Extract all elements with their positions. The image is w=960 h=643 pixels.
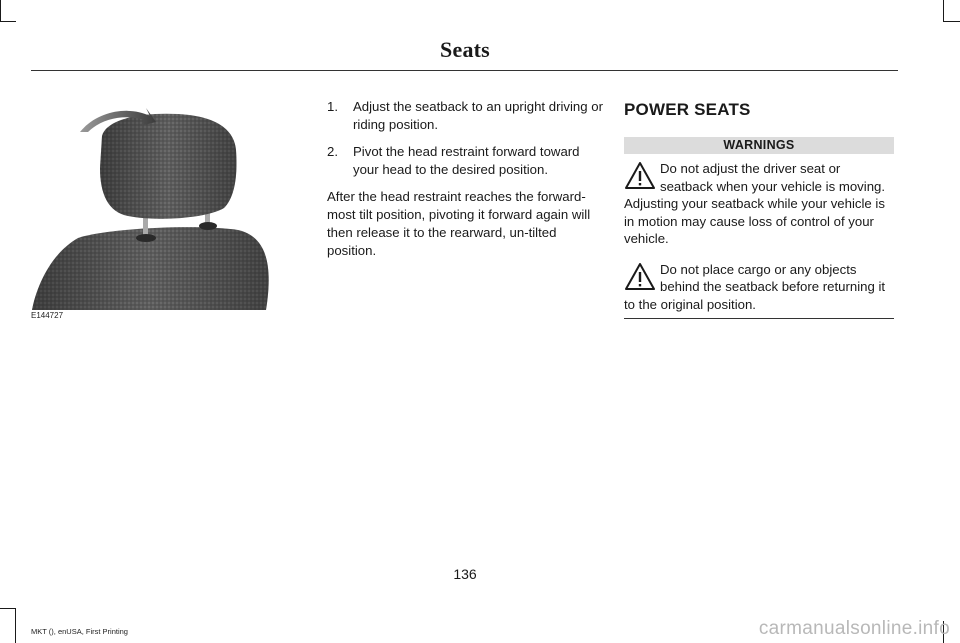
warnings-end-rule [624,318,894,319]
step-text: Adjust the seatback to an upright driving or riding position. [353,99,603,132]
header-rule [31,70,898,71]
section-heading: POWER SEATS [624,100,751,119]
step-number: 2. [327,144,338,159]
warning-text: Do not adjust the driver seat or seatback when your vehicle is moving. Adjusting your seatback while your vehicle is in motion may cause loss of control of your vehicle. [624,161,886,246]
crop-mark [943,21,960,22]
crop-mark [0,0,1,22]
warning-item [624,261,894,314]
warning-text: Do not place cargo or any objects behind the seatback before returning it to the original position. [624,261,886,312]
page-number: 136 [453,566,477,582]
warning-item [624,160,894,248]
head-restraint-illustration [28,98,290,320]
watermark: carmanualsonline.info [758,618,950,639]
power-seats-section [624,98,894,319]
head-restraint-drawing [28,98,290,320]
warning-triangle-icon [624,161,656,191]
crop-mark [0,608,16,609]
crop-mark [0,21,16,22]
crop-mark [15,608,16,643]
figure-label: E144727 [31,311,64,320]
instructions-column [327,98,603,260]
list-item [327,143,603,179]
print-info: MKT (), enUSA, First Printing [31,627,128,636]
list-item [327,98,603,134]
crop-mark [943,0,944,22]
warning-triangle-icon [624,262,656,292]
page-title: Seats [440,37,490,62]
body-paragraph: After the head restraint reaches the forward-most tilt position, pivoting it forward again will then release it to the rearward, un-tilted position. [327,189,591,258]
step-text: Pivot the head restraint forward toward your head to the desired position. [353,144,580,177]
step-number: 1. [327,99,338,114]
warnings-band: WARNINGS [624,137,894,154]
